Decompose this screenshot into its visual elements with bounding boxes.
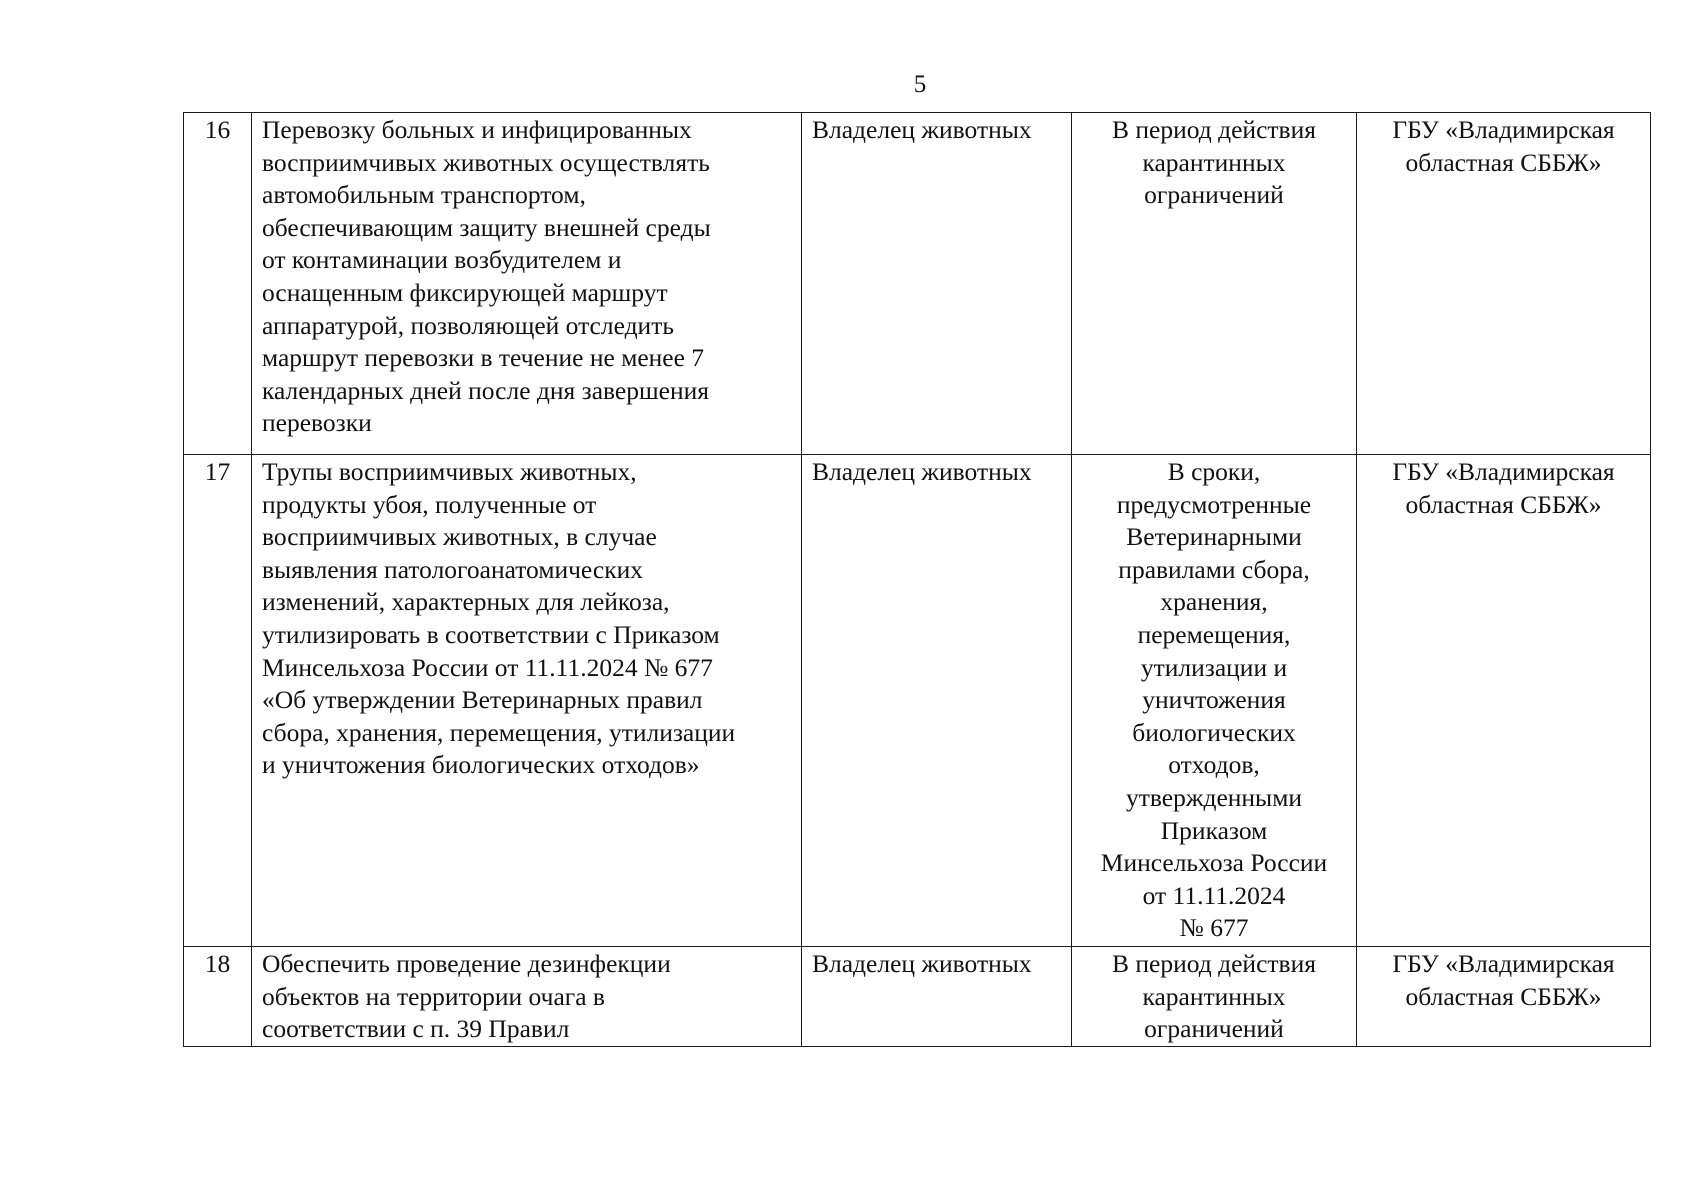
text-line: выявления патологоанатомических <box>262 554 643 584</box>
text-line: правилами сбора, <box>1118 554 1310 584</box>
measures-table <box>183 112 1651 1047</box>
text-line: уничтожения <box>1142 685 1286 715</box>
term-text <box>1072 947 1357 1047</box>
text-line: сбора, хранения, перемещения, утилизации <box>262 717 736 747</box>
text-line: маршрут перевозки в течение не менее 7 <box>262 343 705 373</box>
text-line: восприимчивых животных осуществлять <box>262 147 710 177</box>
text-line: биологических <box>1132 717 1296 747</box>
text-line: ГБУ «Владимирская <box>1392 115 1615 144</box>
page-number: 5 <box>913 71 927 98</box>
executor-text <box>1357 113 1651 455</box>
text-line: от контаминации возбудителем и <box>262 245 622 275</box>
text-line: Минсельхоза России <box>1100 848 1328 878</box>
text-line: областная СББЖ» <box>1405 147 1602 177</box>
text-line: «Об утверждении Ветеринарных правил <box>262 685 703 715</box>
text-line: областная СББЖ» <box>1405 981 1602 1011</box>
text-line: обеспечивающим защиту внешней среды <box>262 212 711 242</box>
text-line: изменений, характерных для лейкоза, <box>262 587 670 617</box>
text-line: оснащенным фиксирующей маршрут <box>262 277 668 307</box>
text-line: календарных дней после дня завершения <box>262 375 709 405</box>
text-line: В сроки, <box>1167 457 1261 486</box>
text-line: перемещения, <box>1137 619 1291 649</box>
row-number: 17 <box>184 455 252 947</box>
text-line: объектов на территории очага в <box>262 981 605 1011</box>
text-line: соответствии с п. 39 Правил <box>262 1014 570 1044</box>
measure-text <box>252 455 802 947</box>
text-line: утилизации и <box>1140 652 1288 682</box>
row-number: 16 <box>184 113 252 455</box>
text-line: перевозки <box>262 408 372 438</box>
text-line: утилизировать в соответствии с Приказом <box>262 619 720 649</box>
text-line: В период действия <box>1112 949 1316 978</box>
row-number: 18 <box>184 947 252 1047</box>
responsible-party: Владелец животных <box>802 947 1072 1047</box>
executor-text <box>1357 455 1651 947</box>
text-line: предусмотренные <box>1116 489 1312 519</box>
text-line: автомобильным транспортом, <box>262 180 586 210</box>
text-line: от 11.11.2024 <box>1142 880 1286 910</box>
text-line: карантинных <box>1142 147 1286 177</box>
text-line: В период действия <box>1112 115 1316 144</box>
text-line: продукты убоя, полученные от <box>262 489 597 519</box>
table-row <box>184 113 1651 455</box>
responsible-party: Владелец животных <box>802 113 1072 455</box>
text-line: Трупы восприимчивых животных, <box>262 457 637 486</box>
measure-text <box>252 113 802 455</box>
responsible-party: Владелец животных <box>802 455 1072 947</box>
term-text <box>1072 455 1357 947</box>
text-line: и уничтожения биологических отходов» <box>262 750 700 780</box>
text-line: № 677 <box>1179 913 1249 943</box>
text-line: ГБУ «Владимирская <box>1392 457 1615 486</box>
text-line: ГБУ «Владимирская <box>1392 949 1615 978</box>
text-line: утвержденными <box>1126 782 1302 812</box>
text-line: Приказом <box>1160 815 1268 845</box>
text-line: Перевозку больных и инфицированных <box>262 115 692 144</box>
text-line: Ветеринарными <box>1126 522 1302 552</box>
text-line: Обеспечить проведение дезинфекции <box>262 949 671 978</box>
term-text <box>1072 113 1357 455</box>
text-line: ограничений <box>1144 180 1284 210</box>
text-line: областная СББЖ» <box>1405 489 1602 519</box>
measure-text <box>252 947 802 1047</box>
text-line: восприимчивых животных, в случае <box>262 522 657 552</box>
text-line: карантинных <box>1142 981 1286 1011</box>
text-line: отходов, <box>1168 750 1260 780</box>
text-line: ограничений <box>1144 1014 1284 1044</box>
table-row <box>184 455 1651 947</box>
text-line: Минсельхоза России от 11.11.2024 № 677 <box>262 652 713 682</box>
table-row <box>184 947 1651 1047</box>
text-line: хранения, <box>1160 587 1268 617</box>
executor-text <box>1357 947 1651 1047</box>
text-line: аппаратурой, позволяющей отследить <box>262 310 674 340</box>
